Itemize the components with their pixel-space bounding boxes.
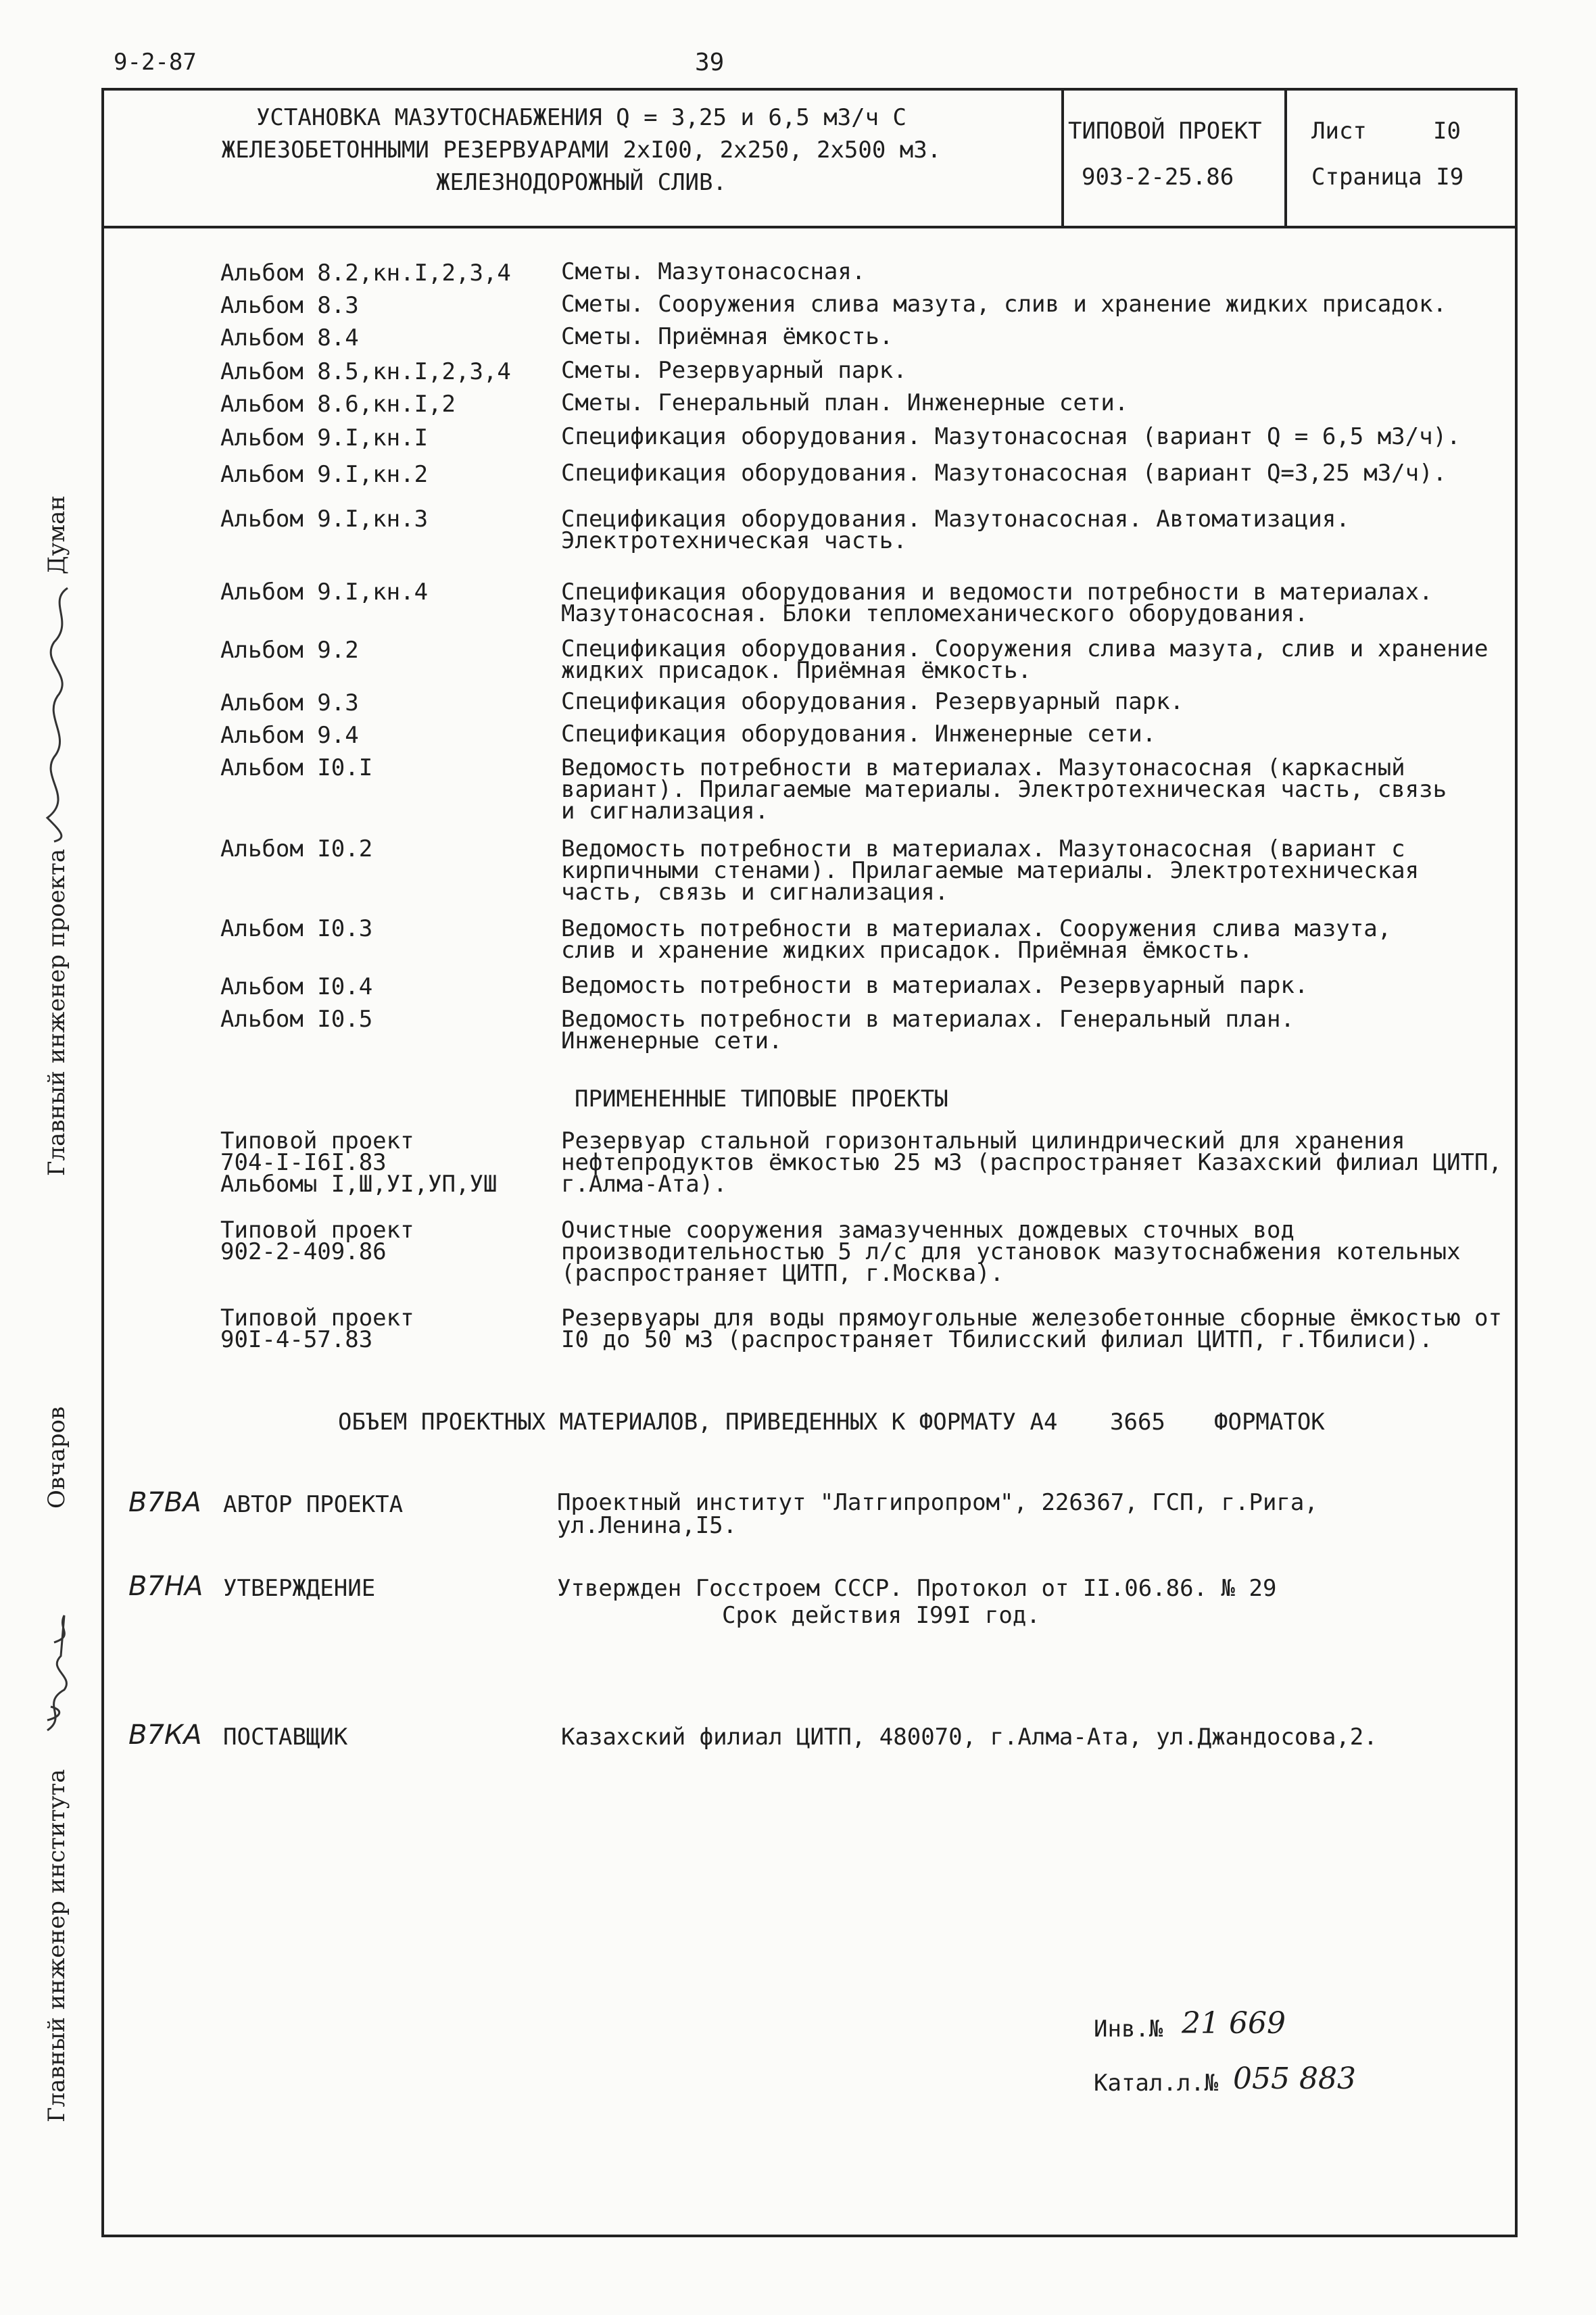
- album-description: Спецификация оборудования. Мазутонасосная (вариант Q=3,25 м3/ч).: [561, 460, 1447, 487]
- applied-project-line: 704-I-I6I.83: [220, 1149, 387, 1176]
- album-description: Спецификация оборудования. Резервуарный парк.: [561, 688, 1184, 715]
- inventory-number: 21 669: [1182, 2006, 1286, 2041]
- applied-project-description: Очистные сооружения замазученных дождевых сточных вод производительностью 5 л/с для установок мазутоснабжения котельных (распространяет ЦИТП, г.Москва).: [561, 1217, 1461, 1287]
- document-code: 9-2-87: [114, 49, 197, 76]
- album-description: Спецификация оборудования. Мазутонасосная (вариант Q = 6,5 м3/ч).: [561, 423, 1461, 450]
- info-line: Утвержден Госстроем СССР. Протокол от II.06.86. № 29: [557, 1575, 1277, 1602]
- signature-institute-engineer: [27, 1602, 88, 1744]
- album-code: Альбом 8.2,кн.I,2,3,4: [220, 260, 511, 287]
- album-description: Сметы. Генеральный план. Инженерные сети.: [561, 389, 1129, 416]
- info-line: Срок действия I99I год.: [722, 1602, 1040, 1629]
- volume-unit: ФОРМАТОК: [1214, 1409, 1325, 1436]
- album-code: Альбом 9.I,кн.3: [220, 506, 429, 533]
- applied-project-line: 902-2-409.86: [220, 1238, 387, 1265]
- album-description: Ведомость потребности в материалах. Сооружения слива мазута, слив и хранение жидких присадок. Приёмная ёмкость.: [561, 915, 1392, 964]
- signature-project-engineer: [27, 581, 88, 845]
- album-code: Альбом 8.6,кн.I,2: [220, 391, 456, 418]
- applied-project-line: 90I-4-57.83: [220, 1326, 373, 1353]
- album-description: Спецификация оборудования. Сооружения слива мазута, слив и хранение жидких присадок. Приёмная ёмкость.: [561, 635, 1489, 684]
- page-label: Страница I9: [1311, 164, 1464, 191]
- applied-project-line: Альбомы I,Ш,УI,УП,УШ: [220, 1171, 498, 1198]
- album-description: Ведомость потребности в материалах. Генеральный план. Инженерные сети.: [561, 1006, 1295, 1054]
- album-code: Альбом I0.3: [220, 915, 373, 942]
- title-line: ЖЕЛЕЗОБЕТОННЫМИ РЕЗЕРВУАРАМИ 2хI00, 2х250, 2х500 м3.: [221, 137, 942, 164]
- album-code: Альбом I0.5: [220, 1006, 373, 1033]
- applied-projects-title: ПРИМЕНЕННЫЕ ТИПОВЫЕ ПРОЕКТЫ: [575, 1086, 948, 1113]
- info-label: АВТОР ПРОЕКТА: [223, 1491, 404, 1518]
- album-code: Альбом 8.4: [220, 324, 359, 351]
- side-name-ovcharov: Овчаров: [43, 1406, 70, 1509]
- info-value: [557, 1491, 1318, 1537]
- side-label-chief-engineer-project: Главный инженер проекта: [43, 848, 70, 1176]
- album-code: Альбом I0.4: [220, 973, 373, 1000]
- album-code: Альбом 9.3: [220, 689, 359, 716]
- album-code: Альбом 9.I,кн.2: [220, 461, 429, 488]
- album-code: Альбом 8.5,кн.I,2,3,4: [220, 358, 511, 385]
- page-number: 39: [695, 49, 725, 76]
- album-description: Сметы. Сооружения слива мазута, слив и хранение жидких присадок.: [561, 291, 1447, 318]
- applied-project-description: Резервуар стальной горизонтальный цилиндрический для хранения нефтепродуктов ёмкостью 25 м3 (распространяет Казахский филиал ЦИТП, г.Алма-Ата).: [561, 1127, 1502, 1198]
- applied-project-line: Типовой проект: [220, 1127, 414, 1154]
- album-description: Ведомость потребности в материалах. Мазутонасосная (вариант с кирпичными стенами). Прилагаемые материалы. Электротехническая часть, связь и сигнализация.: [561, 835, 1420, 906]
- sheet-value: I0: [1433, 118, 1461, 145]
- album-description: Сметы. Мазутонасосная.: [561, 258, 866, 285]
- info-code: В7НА: [128, 1571, 203, 1602]
- info-code: В7КА: [128, 1720, 202, 1751]
- album-code: Альбом I0.2: [220, 835, 373, 862]
- info-label: УТВЕРЖДЕНИЕ: [223, 1575, 376, 1602]
- album-code: Альбом 9.4: [220, 722, 359, 749]
- album-description: Спецификация оборудования. Мазутонасосная. Автоматизация. Электротехническая часть.: [561, 506, 1350, 554]
- catalog-number: 055 883: [1233, 2062, 1356, 2096]
- info-label: ПОСТАВЩИК: [223, 1724, 348, 1751]
- side-label-chief-engineer-institute: Главный инженер института: [43, 1769, 70, 2122]
- side-name-duman: Думан: [43, 495, 70, 575]
- catalog-label: Катал.л.№: [1094, 2070, 1219, 2097]
- applied-project-code: [220, 1219, 414, 1263]
- applied-project-code: [220, 1127, 498, 1198]
- header-divider: [1284, 88, 1287, 226]
- title-line: УСТАНОВКА МАЗУТОСНАБЖЕНИЯ Q = 3,25 и 6,5 м3/ч С: [256, 104, 907, 131]
- album-description: Ведомость потребности в материалах. Мазутонасосная (каркасный вариант). Прилагаемые материалы. Электротехническая часть, связь и сигнализация.: [561, 754, 1447, 825]
- album-description: Сметы. Приёмная ёмкость.: [561, 323, 894, 350]
- album-code: Альбом 8.3: [220, 292, 359, 319]
- album-code: Альбом I0.I: [220, 754, 373, 781]
- volume-text: ОБЪЕМ ПРОЕКТНЫХ МАТЕРИАЛОВ, ПРИВЕДЕННЫХ К ФОРМАТУ А4: [338, 1409, 1058, 1436]
- project-label: ТИПОВОЙ ПРОЕКТ: [1068, 118, 1262, 145]
- album-description: Сметы. Резервуарный парк.: [561, 357, 907, 384]
- applied-project-description: Резервуары для воды прямоугольные железобетонные сборные ёмкостью от I0 до 50 м3 (распространяет Тбилисский филиал ЦИТП, г.Тбилиси).: [561, 1305, 1502, 1353]
- volume-count: 3665: [1110, 1409, 1165, 1436]
- album-code: Альбом 9.I,кн.I: [220, 424, 429, 452]
- album-description: Спецификация оборудования. Инженерные сети.: [561, 721, 1157, 748]
- album-description: Спецификация оборудования и ведомости потребности в материалах. Мазутонасосная. Блоки тепломеханического оборудования.: [561, 579, 1433, 627]
- title-line: ЖЕЛЕЗНОДОРОЖНЫЙ СЛИВ.: [436, 169, 727, 196]
- album-code: Альбом 9.I,кн.4: [220, 579, 429, 606]
- applied-project-line: Типовой проект: [220, 1217, 414, 1244]
- applied-project-line: Типовой проект: [220, 1305, 414, 1332]
- album-code: Альбом 9.2: [220, 637, 359, 664]
- applied-project-code: [220, 1305, 414, 1353]
- album-description: Ведомость потребности в материалах. Резервуарный парк.: [561, 972, 1309, 999]
- inventory-label: Инв.№: [1094, 2016, 1163, 2043]
- header-divider: [1061, 88, 1064, 226]
- info-line: Проектный институт "Латгипропром", 226367, ГСП, г.Рига,: [557, 1489, 1318, 1516]
- project-number: 903-2-25.86: [1082, 164, 1234, 191]
- sheet-label: Лист: [1311, 118, 1367, 145]
- info-line: ул.Ленина,I5.: [557, 1512, 737, 1539]
- info-code: В7ВА: [128, 1487, 201, 1518]
- title-block: [101, 88, 1518, 228]
- info-line: Казахский филиал ЦИТП, 480070, г.Алма-Ата, ул.Джандосова,2.: [561, 1724, 1378, 1751]
